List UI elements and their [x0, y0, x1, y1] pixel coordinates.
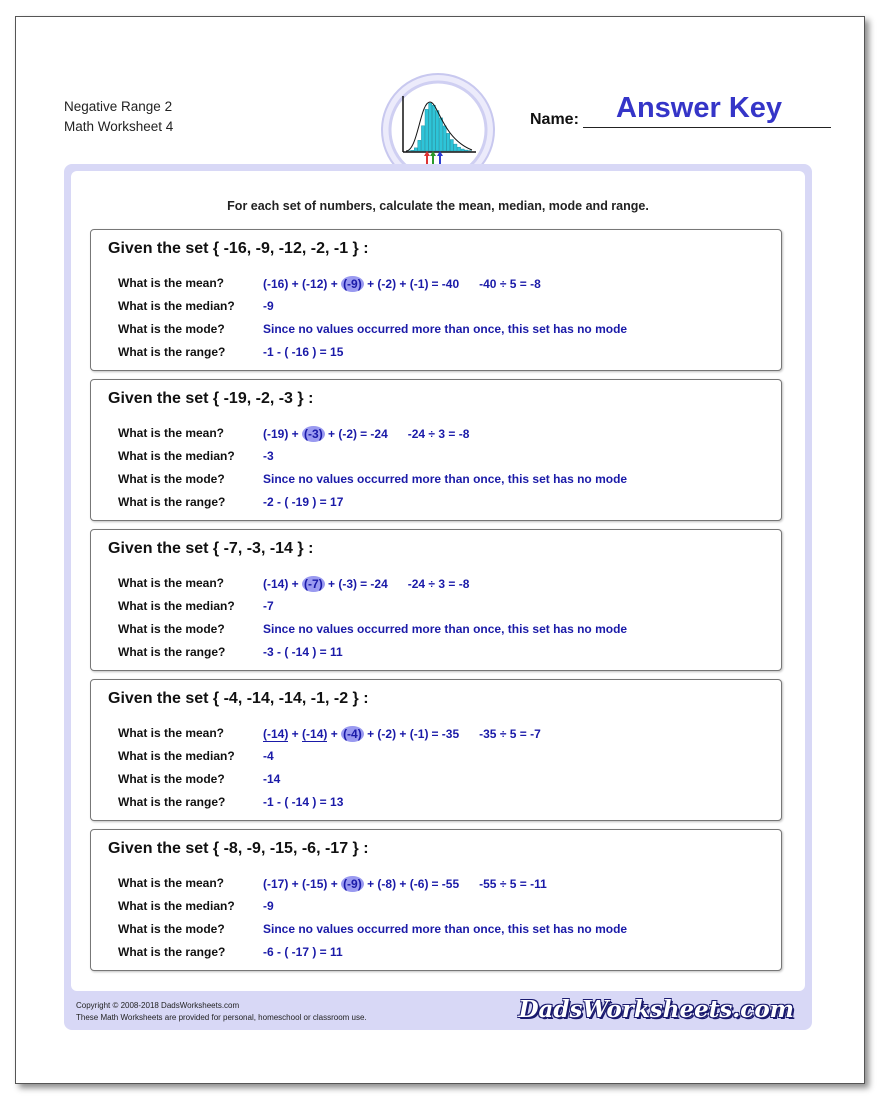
mean-term: (-2) — [377, 277, 397, 291]
mean-answer — [263, 726, 541, 742]
plus-sign: + — [324, 427, 339, 441]
disclaimer-text: These Math Worksheets are provided for personal, homeschool or classroom use. — [76, 1013, 367, 1022]
median-answer: -4 — [263, 749, 274, 763]
plus-sign: + — [327, 877, 342, 891]
mean-sum-result: = -35 — [431, 727, 460, 741]
problem-set-title: Given the set { -4, -14, -14, -1, -2 } : — [108, 690, 369, 707]
problem-box — [90, 829, 782, 971]
worksheet-frame — [64, 164, 812, 1030]
histogram-bar — [414, 148, 417, 151]
mean-question-label: What is the mean? — [118, 726, 225, 740]
median-question-label: What is the median? — [118, 299, 235, 313]
name-field-line[interactable] — [583, 127, 831, 128]
mean-answer — [263, 276, 541, 292]
copyright-text: Copyright © 2008-2018 DadsWorksheets.com — [76, 1001, 240, 1010]
mean-term: (-15) — [302, 877, 328, 891]
plus-sign: + — [288, 577, 303, 591]
histogram-bar — [439, 118, 442, 151]
median-highlighted-term: (-7) — [304, 577, 323, 591]
median-question-label: What is the median? — [118, 599, 235, 613]
mean-median-mode-arrows-icon — [424, 151, 443, 164]
mean-sum-result: = -24 — [360, 577, 388, 591]
range-question-label: What is the range? — [118, 645, 226, 659]
problem-set-title: Given the set { -16, -9, -12, -2, -1 } : — [108, 240, 369, 257]
problem-set-title: Given the set { -8, -9, -15, -6, -17 } : — [108, 840, 369, 857]
median-question-label: What is the median? — [118, 449, 235, 463]
range-answer: -2 - ( -19 ) = 17 — [263, 495, 344, 509]
mean-division: -35 ÷ 5 = -7 — [479, 727, 541, 741]
mean-answer — [263, 876, 547, 892]
histogram-bar — [450, 140, 453, 151]
range-answer: -6 - ( -17 ) = 11 — [263, 945, 343, 959]
answer-key-heading: Answer Key — [616, 92, 783, 124]
mean-term: (-19) — [263, 427, 289, 441]
median-question-label: What is the median? — [118, 749, 235, 763]
plus-sign: + — [324, 577, 339, 591]
range-answer: -1 - ( -16 ) = 15 — [263, 345, 344, 359]
histogram-bar — [457, 147, 460, 151]
mode-question-label: What is the mode? — [118, 472, 225, 486]
histogram-bar — [443, 126, 446, 151]
mean-term: (-1) — [409, 727, 429, 741]
range-question-label: What is the range? — [118, 945, 226, 959]
mean-sum-result: = -24 — [360, 427, 388, 441]
range-question-label: What is the range? — [118, 495, 226, 509]
plus-sign: + — [288, 727, 303, 741]
mean-term: (-12) — [302, 277, 328, 291]
name-label: Name: — [530, 111, 579, 128]
plus-sign: + — [363, 727, 378, 741]
histogram-bar — [421, 126, 424, 151]
mode-underlined-term: (-14) — [302, 727, 328, 741]
plus-sign: + — [327, 277, 342, 291]
worksheet-body — [71, 171, 805, 991]
median-answer: -9 — [263, 299, 274, 313]
mean-term: (-1) — [409, 277, 429, 291]
title-line-2: Math Worksheet 4 — [64, 119, 174, 134]
histogram-bar — [432, 105, 435, 151]
histogram-bar — [461, 149, 464, 151]
mean-question-label: What is the mean? — [118, 876, 225, 890]
mean-answer — [263, 576, 469, 592]
mean-term: (-14) — [263, 577, 289, 591]
problem-box — [90, 529, 782, 671]
mode-question-label: What is the mode? — [118, 322, 225, 336]
mode-question-label: What is the mode? — [118, 772, 225, 786]
histogram-bar — [418, 140, 421, 151]
mean-division: -55 ÷ 5 = -11 — [479, 877, 547, 891]
mean-term: (-17) — [263, 877, 289, 891]
mean-division: -24 ÷ 3 = -8 — [407, 577, 470, 591]
problem-set-title: Given the set { -19, -2, -3 } : — [108, 390, 314, 407]
median-highlighted-term: (-4) — [343, 727, 362, 741]
mean-question-label: What is the mean? — [118, 276, 225, 290]
mode-answer: Since no values occurred more than once, this set has no mode — [263, 322, 628, 336]
mean-term: (-2) — [377, 727, 397, 741]
plus-sign: + — [396, 877, 410, 891]
mode-answer: Since no values occurred more than once, this set has no mode — [263, 622, 628, 636]
mean-sum-result: = -55 — [431, 877, 460, 891]
histogram-bar — [436, 111, 439, 151]
mean-term: (-6) — [409, 877, 429, 891]
range-question-label: What is the range? — [118, 795, 226, 809]
histogram-bar — [425, 109, 428, 151]
problem-box — [90, 679, 782, 821]
median-highlighted-term: (-3) — [304, 427, 323, 441]
worksheet-title — [64, 97, 173, 137]
mean-term: (-16) — [263, 277, 289, 291]
plus-sign: + — [288, 427, 303, 441]
plus-sign: + — [396, 277, 410, 291]
mode-answer: -14 — [263, 772, 281, 786]
title-line-1: Negative Range 2 — [64, 99, 173, 114]
plus-sign: + — [288, 277, 303, 291]
problem-set-title: Given the set { -7, -3, -14 } : — [108, 540, 314, 557]
problem-box — [90, 379, 782, 521]
plus-sign: + — [327, 727, 342, 741]
histogram-bar — [429, 103, 432, 151]
mean-division: -24 ÷ 3 = -8 — [407, 427, 470, 441]
mean-sum-result: = -40 — [431, 277, 460, 291]
plus-sign: + — [363, 877, 378, 891]
histogram-bar — [411, 150, 414, 151]
mean-term: (-2) — [338, 427, 358, 441]
problem-box — [90, 229, 782, 371]
mean-term: (-3) — [338, 577, 358, 591]
histogram-bar — [454, 144, 457, 151]
mean-division: -40 ÷ 5 = -8 — [479, 277, 541, 291]
median-question-label: What is the median? — [118, 899, 235, 913]
mean-question-label: What is the mean? — [118, 576, 225, 590]
mode-question-label: What is the mode? — [118, 622, 225, 636]
histogram-bar — [465, 150, 468, 151]
median-answer: -7 — [263, 599, 274, 613]
footer-copyright — [76, 1000, 367, 1024]
median-answer: -3 — [263, 449, 274, 463]
plus-sign: + — [363, 277, 378, 291]
mode-question-label: What is the mode? — [118, 922, 225, 936]
mean-term: (-8) — [377, 877, 397, 891]
range-answer: -1 - ( -14 ) = 13 — [263, 795, 344, 809]
histogram-bar — [447, 133, 450, 151]
median-answer: -9 — [263, 899, 274, 913]
plus-sign: + — [396, 727, 410, 741]
instructions: For each set of numbers, calculate the mean, median, mode and range. — [227, 199, 649, 213]
plus-sign: + — [288, 877, 303, 891]
median-highlighted-term: (-9) — [343, 877, 362, 891]
median-highlighted-term: (-9) — [343, 277, 362, 291]
mode-underlined-term: (-14) — [263, 727, 289, 741]
mode-answer: Since no values occurred more than once, this set has no mode — [263, 472, 628, 486]
dadsworksheets-logo[interactable]: DadsWorksheets.com — [518, 996, 794, 1023]
mean-question-label: What is the mean? — [118, 426, 225, 440]
range-answer: -3 - ( -14 ) = 11 — [263, 645, 343, 659]
mean-answer — [263, 426, 469, 442]
range-question-label: What is the range? — [118, 345, 226, 359]
mode-answer: Since no values occurred more than once, this set has no mode — [263, 922, 628, 936]
